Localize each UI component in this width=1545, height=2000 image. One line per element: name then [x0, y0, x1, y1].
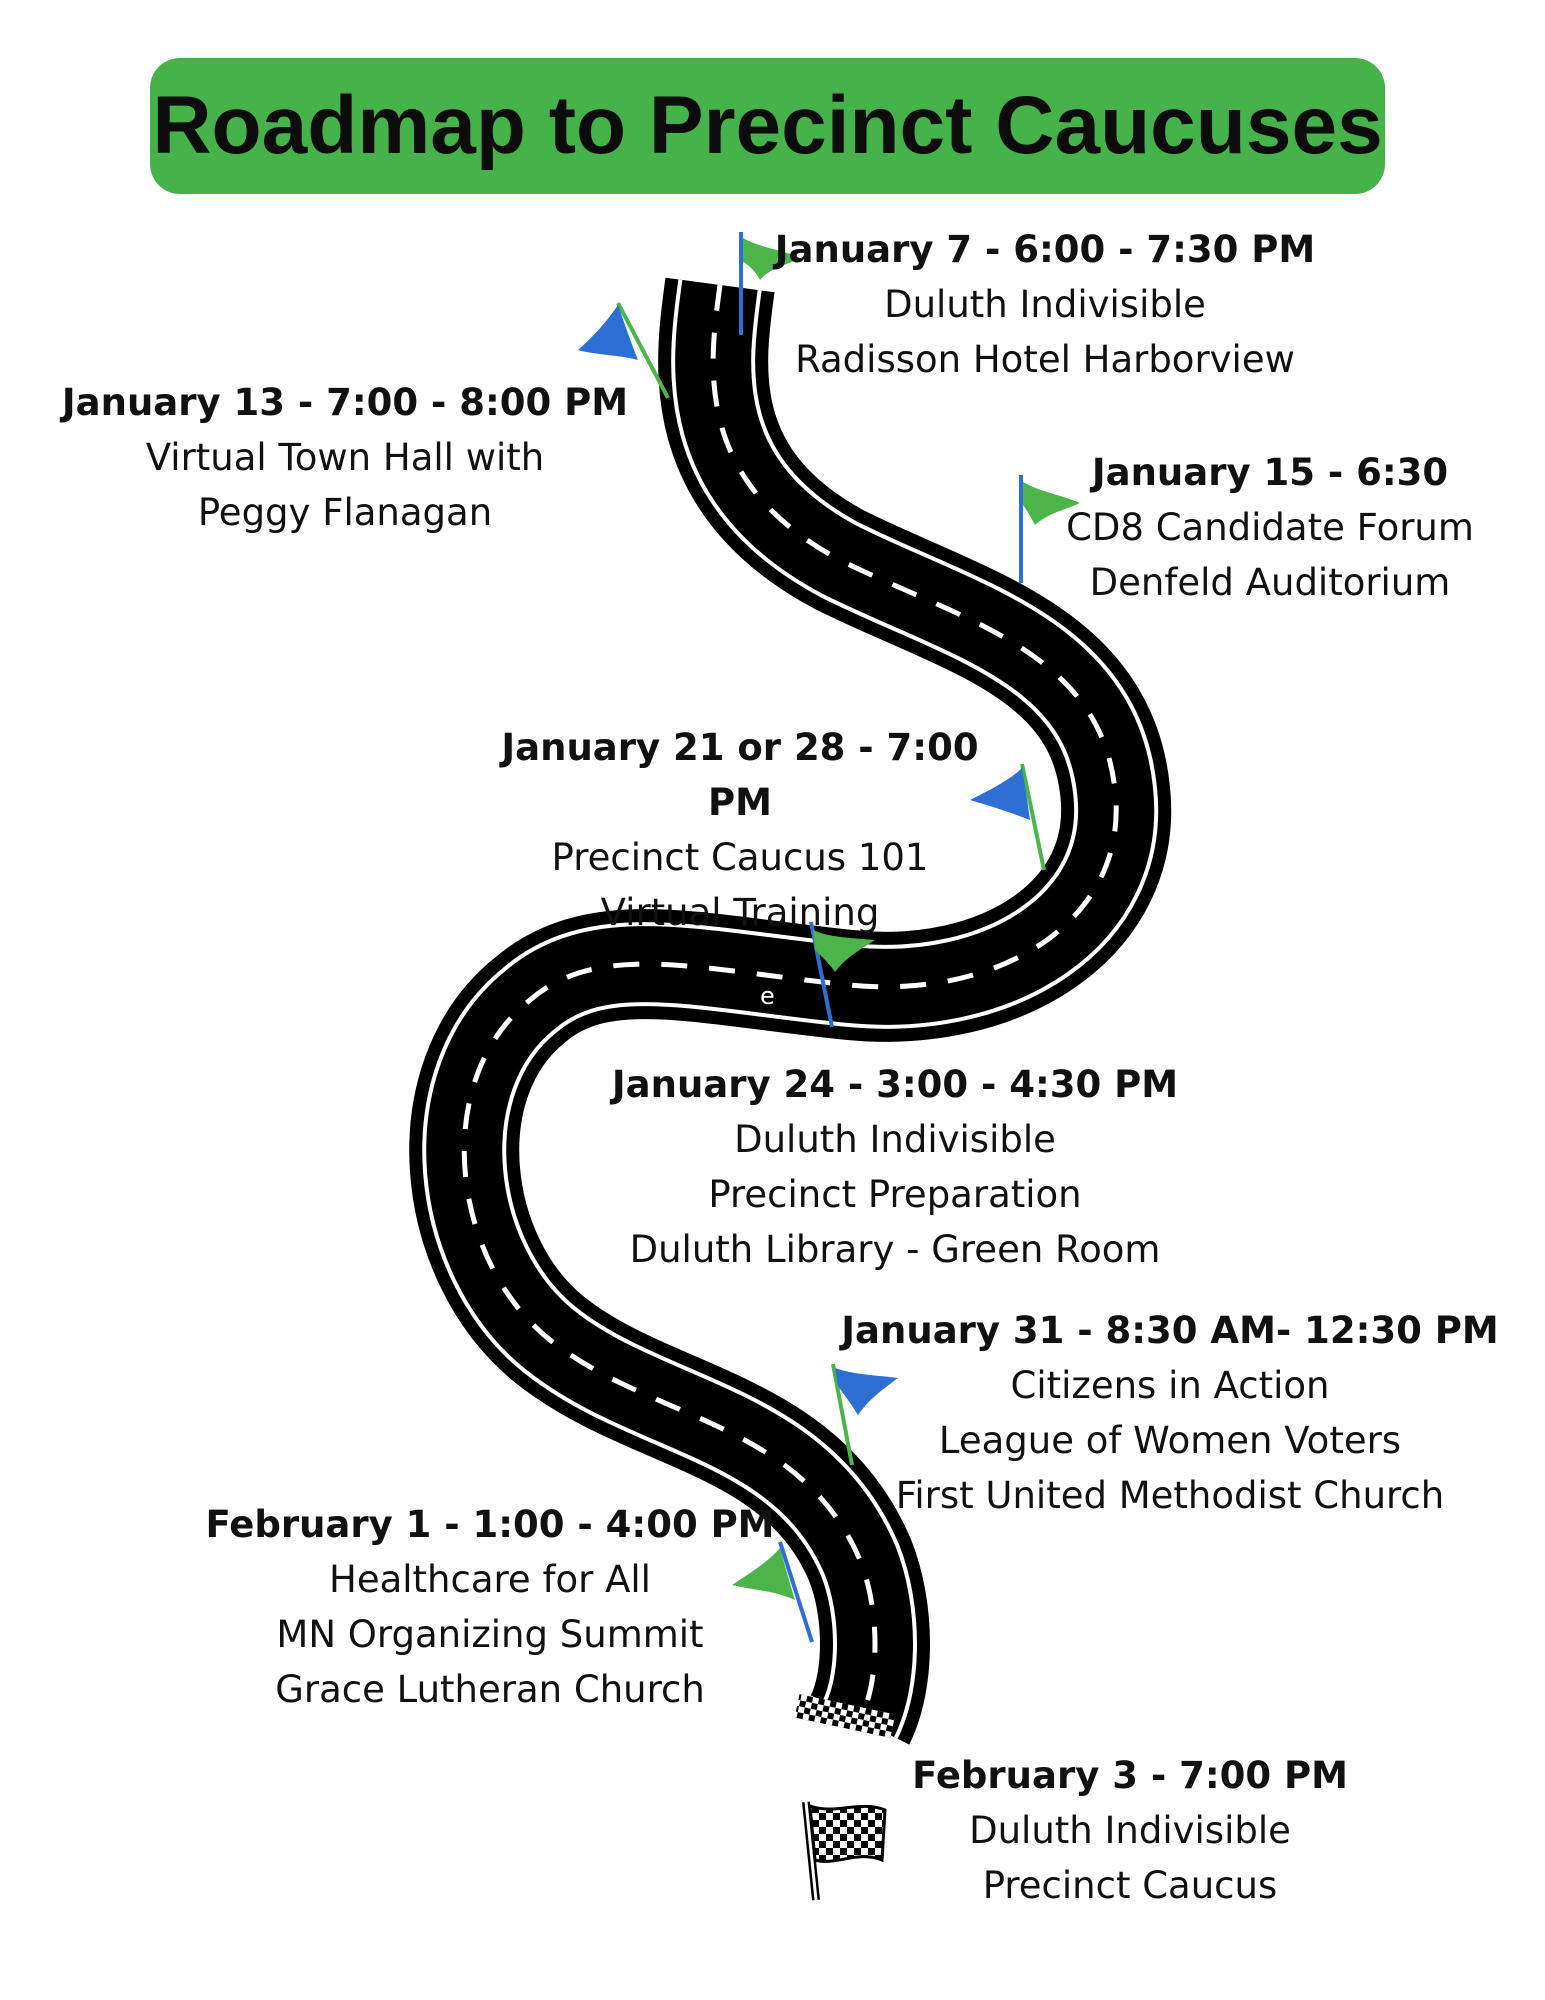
event-jan-31 — [835, 1303, 1505, 1523]
event-feb-3 — [855, 1748, 1405, 1913]
event-date: January 13 - 7:00 - 8:00 PM — [61, 381, 629, 424]
event-jan-13 — [55, 375, 635, 540]
event-jan-7 — [760, 222, 1330, 387]
event-line: Duluth Indivisible — [969, 1809, 1291, 1852]
event-jan-15 — [1035, 445, 1505, 610]
event-date: January 31 - 8:30 AM- 12:30 PM — [841, 1309, 1499, 1352]
page-title: Roadmap to Precinct Caucuses — [152, 80, 1383, 171]
event-date: January 21 or 28 - 7:00 PM — [501, 726, 979, 824]
event-line: MN Organizing Summit — [276, 1613, 704, 1656]
event-line: Precinct Caucus — [982, 1864, 1278, 1907]
event-line: Duluth Indivisible — [884, 283, 1206, 326]
event-line: Denfeld Auditorium — [1089, 561, 1451, 604]
event-line: Radisson Hotel Harborview — [795, 338, 1295, 381]
event-line: Precinct Preparation — [708, 1173, 1082, 1216]
event-date: February 3 - 7:00 PM — [912, 1754, 1348, 1797]
event-line: Grace Lutheran Church — [275, 1668, 705, 1711]
event-line: League of Women Voters — [938, 1419, 1402, 1462]
event-line: Healthcare for All — [329, 1558, 651, 1601]
event-line: First United Methodist Church — [895, 1474, 1445, 1517]
event-line: Virtual Town Hall with — [145, 436, 545, 479]
event-date: January 24 - 3:00 - 4:30 PM — [611, 1063, 1179, 1106]
event-line: CD8 Candidate Forum — [1066, 506, 1474, 549]
event-line: Peggy Flanagan — [197, 491, 493, 534]
event-line: Duluth Library - Green Room — [629, 1228, 1161, 1271]
event-jan-21-28 — [470, 720, 1010, 940]
event-line: Duluth Indivisible — [734, 1118, 1056, 1161]
event-line: Precinct Caucus 101 — [551, 836, 929, 879]
event-date: January 7 - 6:00 - 7:30 PM — [774, 228, 1316, 271]
event-feb-1 — [190, 1497, 790, 1717]
event-line: Citizens in Action — [1010, 1364, 1330, 1407]
road-letter: e — [760, 982, 775, 1010]
event-jan-24 — [585, 1057, 1205, 1277]
event-line: Virtual Training — [600, 891, 880, 934]
event-date: January 15 - 6:30 — [1091, 451, 1449, 494]
event-date: February 1 - 1:00 - 4:00 PM — [205, 1503, 775, 1546]
